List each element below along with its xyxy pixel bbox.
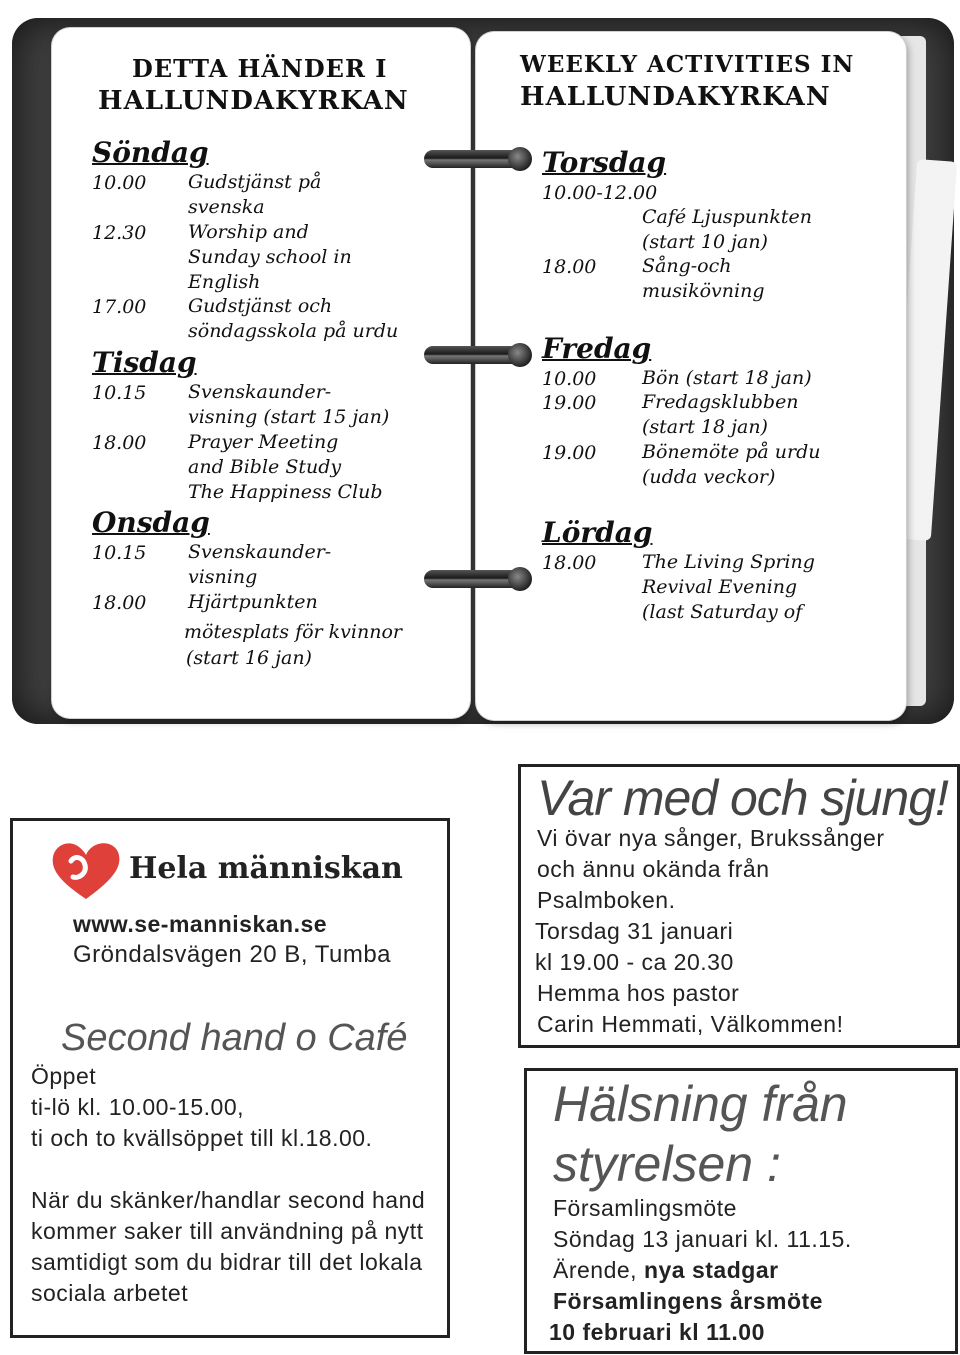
agenda-bold: nya stadgar xyxy=(643,1257,779,1283)
event-time: 18.00 xyxy=(92,432,147,454)
info-line: samtidigt som du bidrar till det lokala xyxy=(31,1249,423,1275)
event-desc: Worship and xyxy=(188,221,309,243)
event-desc: (start 16 jan) xyxy=(186,647,312,669)
event-desc: mötesplats för kvinnor xyxy=(184,621,402,643)
event-time: 10.00 xyxy=(92,172,147,194)
address: Gröndalsvägen 20 B, Tumba xyxy=(73,941,392,968)
day-heading: Onsdag xyxy=(92,506,210,539)
event-desc: Sunday school in xyxy=(188,246,352,268)
event-desc: and Bible Study xyxy=(188,456,342,478)
event-desc: The Living Spring xyxy=(642,551,815,573)
event-time: 12.30 xyxy=(92,222,147,244)
event-desc: (last Saturday of xyxy=(642,601,803,623)
sing-line: kl 19.00 - ca 20.30 xyxy=(535,949,734,975)
greeting-title-line1: Hälsning från xyxy=(553,1076,848,1132)
day-heading: Tisdag xyxy=(92,346,197,379)
info-line: När du skänker/handlar second hand xyxy=(31,1187,426,1213)
heart-logo-icon xyxy=(49,839,123,903)
annual-meeting-date: 10 februari kl 11.00 xyxy=(549,1319,765,1345)
hela-manniskan-box xyxy=(10,818,450,1338)
website-link[interactable]: www.se-manniskan.se xyxy=(73,911,328,937)
event-desc: Sång-och xyxy=(642,255,732,277)
binder-ring xyxy=(424,150,528,168)
agenda-prefix: Ärende, xyxy=(553,1257,644,1283)
binder-ring xyxy=(424,346,528,364)
event-time: 18.00 xyxy=(92,592,147,614)
event-desc: Hjärtpunkten xyxy=(188,591,318,613)
event-desc: söndagsskola på urdu xyxy=(188,320,399,342)
meeting-agenda xyxy=(553,1257,779,1284)
event-desc: Svenskaunder- xyxy=(188,541,332,563)
info-line: kommer saker till användning på nytt xyxy=(31,1218,424,1244)
board-greeting-box xyxy=(524,1068,958,1354)
day-heading: Torsdag xyxy=(542,146,667,179)
info-line: sociala arbetet xyxy=(31,1280,189,1306)
sing-along-box xyxy=(518,764,960,1048)
event-desc: (start 10 jan) xyxy=(642,231,768,253)
binder-ring xyxy=(424,570,528,588)
left-heading-line2: HALLUNDAKYRKAN xyxy=(98,86,409,116)
day-heading: Lördag xyxy=(542,516,653,549)
left-heading-line1: DETTA HÄNDER I xyxy=(132,54,388,83)
event-time: 10.15 xyxy=(92,382,147,404)
right-heading-line2: HALLUNDAKYRKAN xyxy=(520,82,831,112)
event-desc: Fredagsklubben xyxy=(642,391,799,413)
event-desc: Gudstjänst på xyxy=(188,171,322,193)
event-time: 17.00 xyxy=(92,296,147,318)
sing-line: Torsdag 31 januari xyxy=(535,918,734,944)
event-time: 18.00 xyxy=(542,552,597,574)
meeting-label: Församlingsmöte xyxy=(553,1195,737,1221)
event-time: 10.00 xyxy=(542,368,597,390)
event-desc: Prayer Meeting xyxy=(188,431,339,453)
event-desc: Gudstjänst och xyxy=(188,295,333,317)
evening-hours: ti och to kvällsöppet till kl.18.00. xyxy=(31,1125,373,1151)
sing-title: Var med och sjung! xyxy=(537,770,948,826)
annual-meeting-label: Församlingens årsmöte xyxy=(553,1288,823,1314)
event-desc: English xyxy=(188,271,261,293)
day-heading: Fredag xyxy=(542,332,652,365)
event-desc: visning (start 15 jan) xyxy=(188,406,390,428)
meeting-date: Söndag 13 januari kl. 11.15. xyxy=(553,1226,852,1252)
event-desc: (start 18 jan) xyxy=(642,416,768,438)
event-time: 10.15 xyxy=(92,542,147,564)
event-desc: svenska xyxy=(188,196,265,218)
event-desc: Bön (start 18 jan) xyxy=(642,367,812,389)
event-desc: Bönemöte på urdu xyxy=(642,441,821,463)
event-time: 19.00 xyxy=(542,442,597,464)
sing-line: Hemma hos pastor xyxy=(537,980,740,1006)
event-time: 19.00 xyxy=(542,392,597,414)
event-time: 18.00 xyxy=(542,256,597,278)
event-time: 10.00-12.00 xyxy=(542,182,658,204)
logo-text: Hela människan xyxy=(129,851,403,886)
sing-line: Psalmboken. xyxy=(537,887,676,913)
day-heading: Söndag xyxy=(92,136,209,169)
greeting-title-line2: styrelsen : xyxy=(553,1136,781,1192)
event-desc: musikövning xyxy=(642,280,765,302)
sing-line: och ännu okända från xyxy=(537,856,770,882)
sing-line: Vi övar nya sånger, Brukssånger xyxy=(537,825,885,851)
right-heading-line1: WEEKLY ACTIVITIES IN xyxy=(520,51,855,78)
event-desc: visning xyxy=(188,566,258,588)
sing-line: Carin Hemmati, Välkommen! xyxy=(537,1011,844,1037)
event-desc: Café Ljuspunkten xyxy=(642,206,812,228)
event-desc: (udda veckor) xyxy=(642,466,776,488)
opening-hours: ti-lö kl. 10.00-15.00, xyxy=(31,1094,245,1120)
event-desc: The Happiness Club xyxy=(188,481,383,503)
event-desc: Revival Evening xyxy=(642,576,798,598)
cafe-title: Second hand o Café xyxy=(61,1017,408,1059)
open-label: Öppet xyxy=(31,1063,97,1089)
event-desc: Svenskaunder- xyxy=(188,381,332,403)
